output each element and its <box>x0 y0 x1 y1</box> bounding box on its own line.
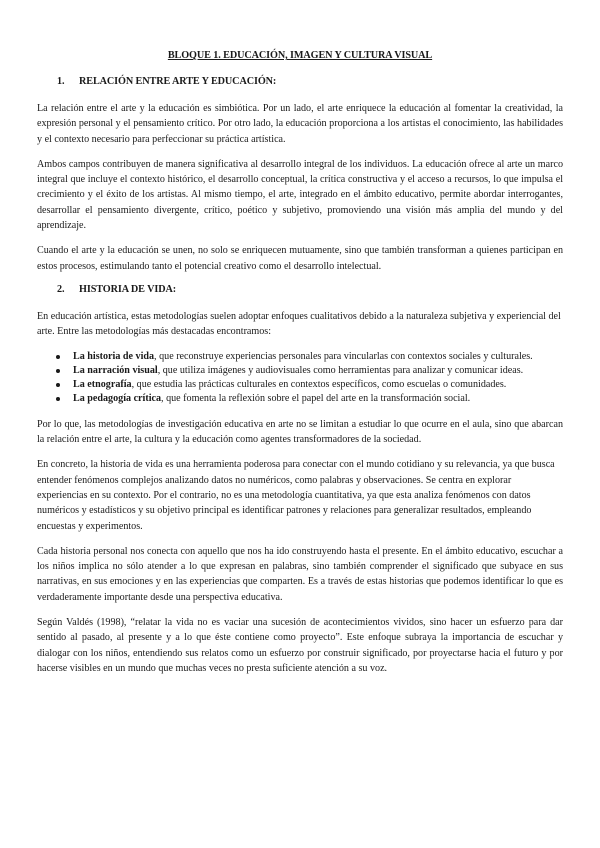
section-heading-historia-vida <box>37 284 563 295</box>
list-item-text: , que utiliza imágenes y audiovisuales como herramientas para analizar y comunicar ideas. <box>157 364 524 376</box>
bullet-icon <box>56 369 60 373</box>
bullet-icon <box>56 397 60 401</box>
list-item-text: , que fomenta la reflexión sobre el papel del arte en la transformación social. <box>161 393 471 405</box>
paragraph: Ambos campos contribuyen de manera significativa al desarrollo integral de los individuos. La educación ofrece al arte un marco integral que incluye el contexto histórico, el desarrollo conceptual, la crítica constructiva y el acceso a recursos, lo que impulsa el crecimiento y el éxito de los artistas. Al mismo tiempo, el arte, integrado en el ámbito educativo, permite abordar interrogantes, desarrollar el pensamiento divergente, crítico, poético y subjetivo, promoviendo una visión más amplia del mundo y del aprendizaje. <box>37 158 563 232</box>
list-item-term: La narración visual <box>73 364 158 376</box>
page-title: BLOQUE 1. EDUCACIÓN, IMAGEN Y CULTURA VISUAL <box>167 50 433 61</box>
paragraph: La relación entre el arte y la educación es simbiótica. Por un lado, el arte enriquece la educación al fomentar la creatividad, la expresión personal y el pensamiento crítico. Por otro lado, la educación proporciona a los artistas el conocimiento, las habilidades y el contexto necesario para perfeccionar su práctica artística. <box>37 103 563 145</box>
section-heading-arte-educacion <box>37 76 563 87</box>
bullet-icon <box>56 355 60 359</box>
section-number: 2. <box>57 283 65 295</box>
paragraph: Según Valdés (1998), “relatar la vida no es vaciar una sucesión de acontecimientos vividos, sino hacer un esfuerzo para dar sentido al pasado, al presente y a lo que éste contiene como proyecto”. Este enfoque subraya la importancia de escuchar y dialogar con los niños, entendiendo sus relatos como un esfuerzo por construir significado, por proyectarse hacia el futuro y por hacerse visibles en un mundo que muchas veces no presta suficiente atención a su voz. <box>37 617 563 674</box>
methodology-list <box>37 350 563 407</box>
paragraph: En educación artística, estas metodologías suelen adoptar enfoques cualitativos debido a la naturaleza subjetiva y experiencial del arte. Entre las metodologías más destacadas encontramos: <box>37 310 561 338</box>
paragraph: Por lo que, las metodologías de investigación educativa en arte no se limitan a estudiar lo que ocurre en el aula, sino que abarcan la relación entre el arte, la cultura y la educación como agentes transformadores de la sociedad. <box>37 418 563 446</box>
list-item-text: , que reconstruye experiencias personales para vincularlas con contextos sociales y culturales. <box>154 350 533 362</box>
list-item <box>56 350 563 364</box>
list-item-text: , que estudia las prácticas culturales en contextos específicos, como escuelas o comunidades. <box>131 379 507 391</box>
paragraph: Cada historia personal nos conecta con aquello que nos ha ido construyendo hasta el presente. En el ámbito educativo, escuchar a los niños implica no sólo atender a lo que expresan en palabras, sino también comprender el significado que subyace en sus narrativas, en sus emociones y en las experiencias que comparten. Es a través de estas historias que podemos identificar lo que es verdaderamente importante desde una perspectiva educativa. <box>37 545 563 603</box>
paragraph: En concreto, la historia de vida es una herramienta poderosa para conectar con el mundo cotidiano y su relevancia, ya que busca entender fenómenos complejos analizando datos no numéricos, como palabras y observaciones. Se centra en explorar experiencias en su contexto. Por el contrario, no es una metodología cuantitativa, ya que esta analiza fenómenos con datos numéricos y estadísticos y su objetivo principal es identificar patrones y relaciones para generalizar resultados, empleando encuestas y experimentos. <box>37 459 555 532</box>
section-heading-text: HISTORIA DE VIDA: <box>79 283 176 295</box>
list-item-term: La pedagogía crítica <box>73 393 162 405</box>
bullet-icon <box>56 383 60 387</box>
list-item <box>56 364 563 378</box>
paragraph: Cuando el arte y la educación se unen, no solo se enriquecen mutuamente, sino que también transforman a quienes participan en estos procesos, estimulando tanto el potencial creativo como el desarrollo intelectual. <box>37 245 563 272</box>
list-item-term: La etnografía <box>73 379 132 391</box>
section-heading-text: RELACIÓN ENTRE ARTE Y EDUCACIÓN: <box>79 76 277 87</box>
list-item-term: La historia de vida <box>73 350 155 362</box>
section-number: 1. <box>57 76 65 87</box>
list-item <box>56 392 563 406</box>
list-item <box>56 378 563 392</box>
